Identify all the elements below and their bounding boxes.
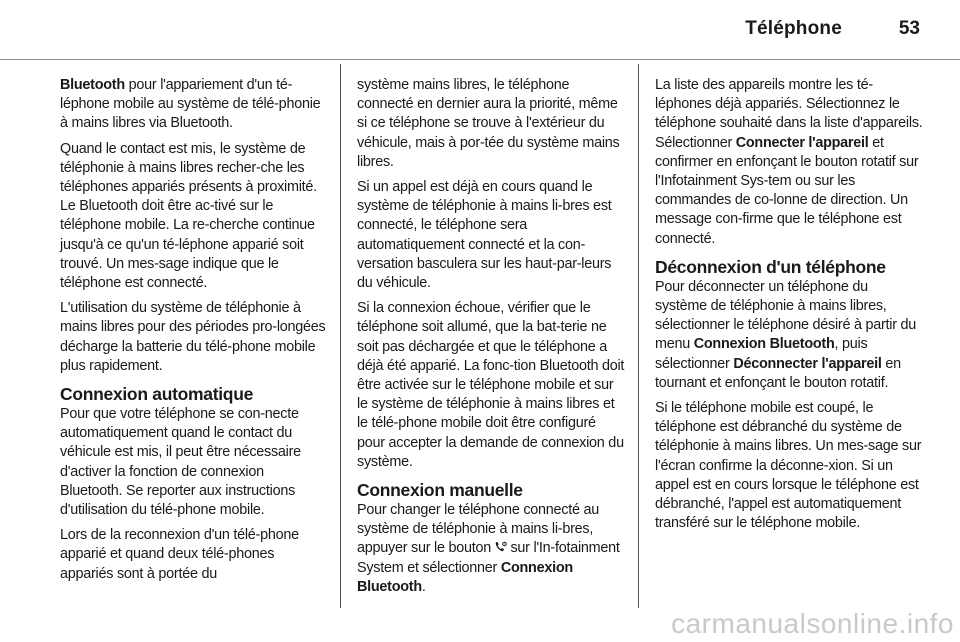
section-heading-disconnect: Déconnexion d'un téléphone xyxy=(655,256,886,277)
section-heading-auto-connect: Connexion automatique xyxy=(60,384,254,405)
paragraph-text: . xyxy=(421,578,426,595)
paragraph: Pour que votre téléphone se con-necte automatiquement quand le contact du véhicule est mis, il peut être nécessaire d'activer la fonction de connexion Bluetooth. Se reporter aux instructions d'utilisation du télé-phone mobile. xyxy=(60,406,301,519)
paragraph-text: sur l'In-fotainment System et sélectionner xyxy=(357,540,620,576)
paragraph xyxy=(655,278,923,393)
watermark: carmanualsonline.info xyxy=(671,608,954,639)
section-heading-manual-connect: Connexion manuelle xyxy=(357,480,523,501)
column-2 xyxy=(357,76,625,603)
paragraph: Si la connexion échoue, vérifier que le téléphone soit allumé, que la bat-terie ne soit pas déchargée et que le téléphone a déjà été apparié. La fonc-tion Bluetooth doit être activée sur le téléphone mobile et sur le système de téléphonie à mains libres et le télé-phone mobile doit être configuré pour accepter la demande de connexion du système. xyxy=(357,300,625,470)
header-divider xyxy=(0,59,960,60)
paragraph: Lors de la reconnexion d'un télé-phone apparié et quand deux télé-phones appariés sont à portée du xyxy=(60,527,299,582)
paragraph-text: Pour changer le téléphone connecté au système de téléphonie à mains li-bres, appuyer sur le bouton xyxy=(357,502,599,557)
paragraph-text: pour l'appariement d'un té-léphone mobile au système de télé-phonie à mains libres via Bluetooth. xyxy=(60,77,321,132)
page-number: 53 xyxy=(898,18,920,39)
paragraph: Quand le contact est mis, le système de téléphonie à mains libres recher-che les téléphones appariés présents à proximité. Le Bluetooth doit être ac-tivé sur le téléphone mobile. La re-cherche continue jusqu'à ce qu'un té-léphone apparié soit trouvé. Un mes-sage indique que le téléphone est connecté. xyxy=(60,140,317,292)
paragraph: L'utilisation du système de téléphonie à mains libres pour des périodes pro-longées décharge la batterie du télé-phone mobile plus rapidement. xyxy=(60,300,326,374)
paragraph: Si un appel est déjà en cours quand le système de téléphonie à mains li-bres est connecté, le téléphone sera automatiquement connecté et la con-versation basculera sur les haut-par-leurs du véhicule. xyxy=(357,179,612,292)
menu-term: Connexion Bluetooth xyxy=(693,336,835,353)
paragraph: Si le téléphone mobile est coupé, le téléphone est débranché du système de téléphonie à mains libres. Un mes-sage sur l'écran confirme la déconne-xion. Si un appel est en cours lorsque le téléphone est débranché, l'appel est automatiquement transféré sur le téléphone mobile. xyxy=(655,400,922,532)
menu-term: Déconnecter l'appareil xyxy=(733,355,882,372)
column-divider-1 xyxy=(340,64,341,608)
paragraph-text: et confirmer en enfonçant le bouton rotatif sur l'Infotainment Sys-tem ou sur les commandes de co-lonne de direction. Un message con-firme que le téléphone est connecté. xyxy=(655,134,919,247)
paragraph xyxy=(60,76,328,134)
column-divider-2 xyxy=(638,64,639,608)
column-3 xyxy=(655,76,923,539)
paragraph: système mains libres, le téléphone connecté en dernier aura la priorité, même si ce téléphone se trouve à l'extérieur du véhicule, mais à por-tée du système mains libres. xyxy=(357,77,620,170)
paragraph-text: La liste des appareils montre les té-léphones déjà appariés. Sélectionnez le téléphone souhaité dans la liste d'appareils. Sélectionner xyxy=(655,77,923,151)
page-header xyxy=(0,0,960,50)
paragraph-text: Pour déconnecter un téléphone du système de téléphonie à mains libres, sélectionner le téléphone désiré à partir du menu xyxy=(655,278,916,353)
menu-term: Bluetooth xyxy=(60,77,125,93)
menu-term: Connecter l'appareil xyxy=(735,134,869,151)
phone-settings-icon xyxy=(495,541,507,554)
paragraph-text: , puis sélectionner xyxy=(655,336,868,372)
paragraph xyxy=(655,76,923,249)
paragraph-text: en tournant et enfonçant le bouton rotatif. xyxy=(655,355,901,391)
menu-term: Connexion Bluetooth xyxy=(357,559,573,595)
column-1 xyxy=(60,76,328,590)
page-title: Téléphone xyxy=(745,18,842,39)
paragraph xyxy=(357,501,625,597)
